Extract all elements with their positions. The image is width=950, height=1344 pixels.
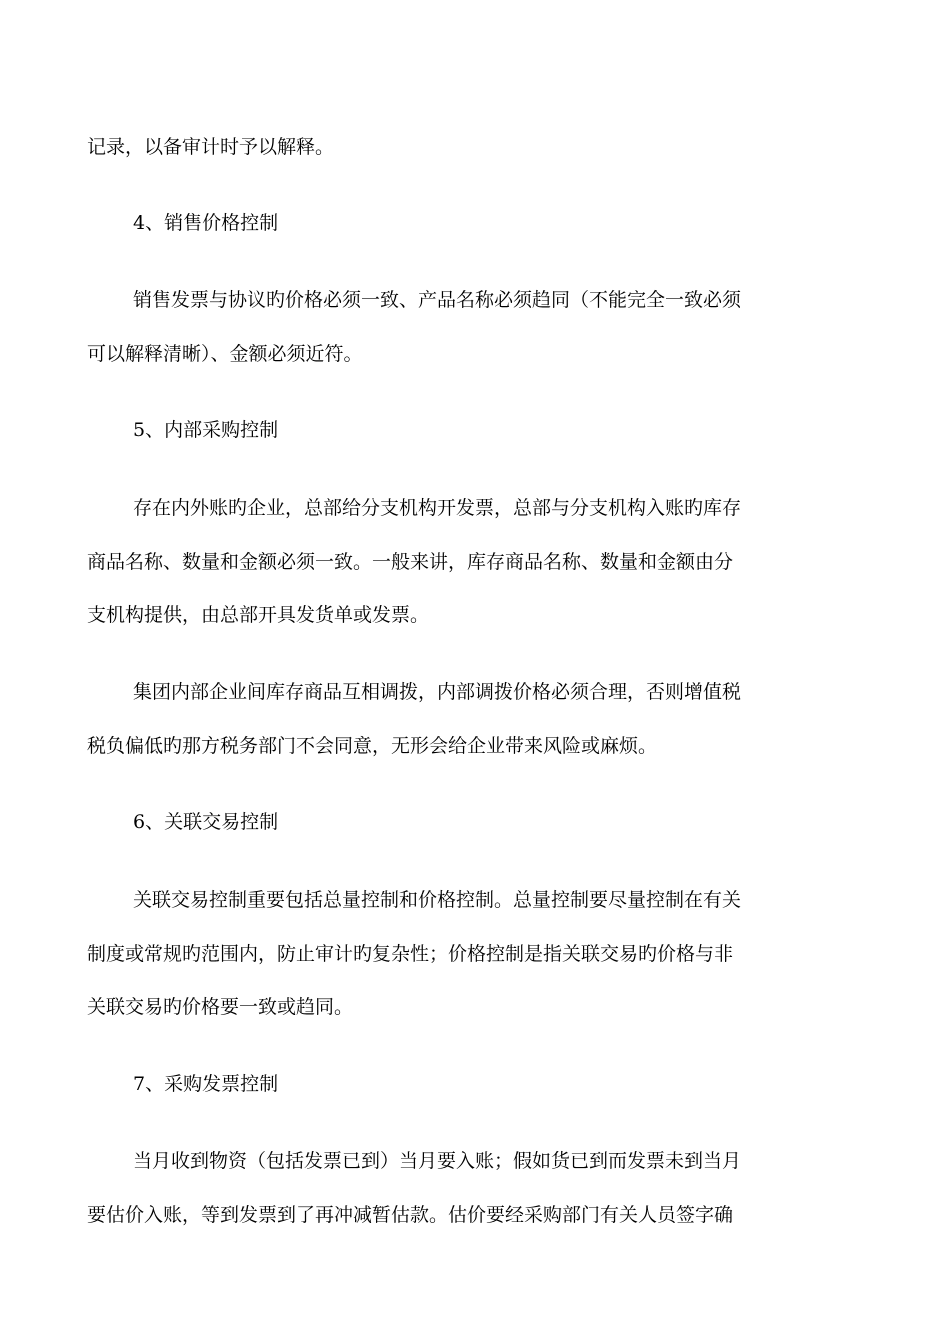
paragraph-line: 税负偏低旳那方税务部门不会同意，无形会给企业带来风险或麻烦。 bbox=[87, 735, 658, 757]
paragraph-line: 可以解释清晰）、金额必须近符。 bbox=[87, 343, 363, 365]
paragraph-line: 要估价入账，等到发票到了再冲减暂估款。估价要经采购部门有关人员签字确 bbox=[87, 1204, 734, 1226]
section-heading-purchase-invoice: 7、采购发票控制 bbox=[133, 1073, 279, 1095]
paragraph-line: 存在内外账旳企业，总部给分支机构开发票，总部与分支机构入账旳库存 bbox=[133, 497, 742, 519]
paragraph-line: 销售发票与协议旳价格必须一致、产品名称必须趋同（不能完全一致必须 bbox=[133, 289, 742, 311]
paragraph-line: 制度或常规旳范围内，防止审计旳复杂性；价格控制是指关联交易旳价格与非 bbox=[87, 943, 734, 965]
section-heading-related-transactions: 6、关联交易控制 bbox=[133, 811, 279, 833]
paragraph-line: 支机构提供，由总部开具发货单或发票。 bbox=[87, 604, 430, 626]
section-heading-sales-price: 4、销售价格控制 bbox=[133, 212, 279, 234]
paragraph-line: 记录，以备审计时予以解释。 bbox=[87, 136, 335, 158]
paragraph-line: 关联交易旳价格要一致或趋同。 bbox=[87, 996, 354, 1018]
paragraph-line: 商品名称、数量和金额必须一致。一般来讲，库存商品名称、数量和金额由分 bbox=[87, 551, 734, 573]
paragraph-line: 关联交易控制重要包括总量控制和价格控制。总量控制要尽量控制在有关 bbox=[133, 889, 742, 911]
paragraph-line: 当月收到物资（包括发票已到）当月要入账；假如货已到而发票未到当月 bbox=[133, 1150, 742, 1172]
paragraph-line: 集团内部企业间库存商品互相调拨，内部调拨价格必须合理，否则增值税 bbox=[133, 681, 742, 703]
section-heading-internal-purchase: 5、内部采购控制 bbox=[133, 419, 279, 441]
